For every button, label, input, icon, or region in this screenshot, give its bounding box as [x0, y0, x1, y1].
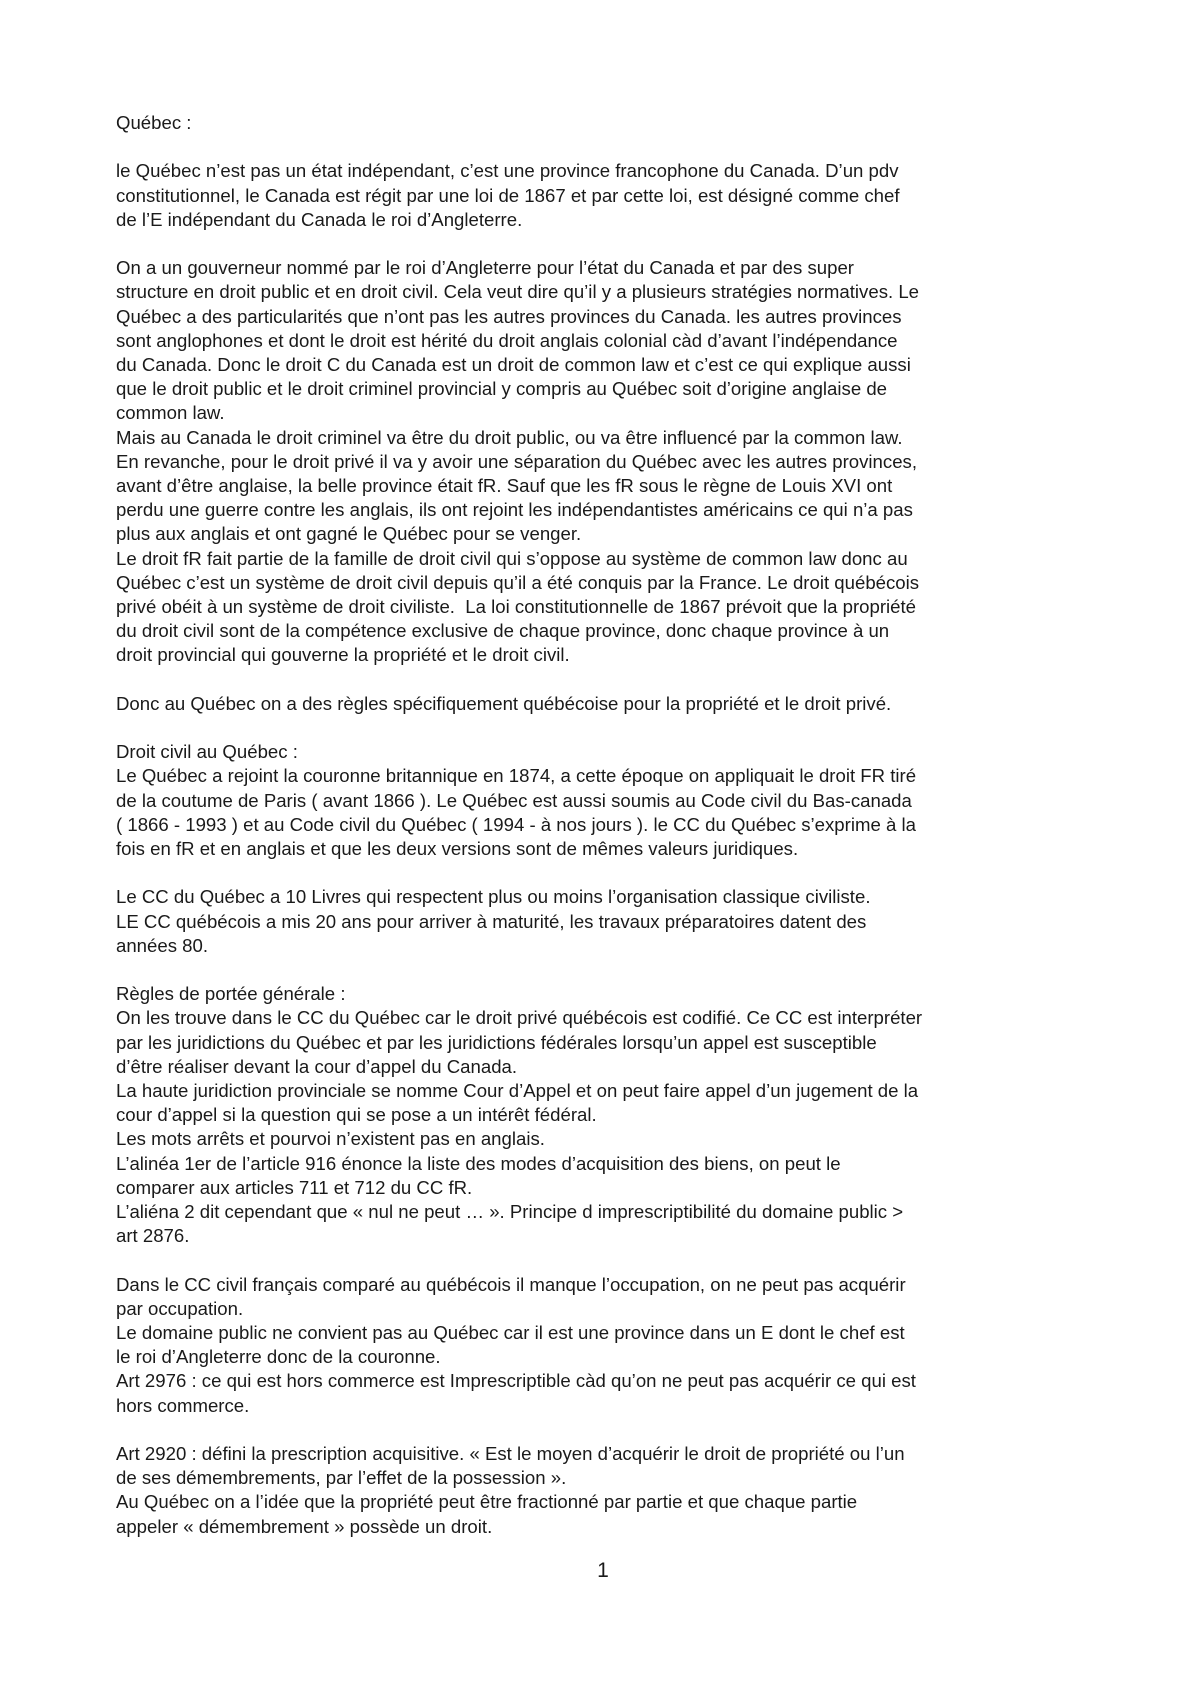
text-line: d’être réaliser devant la cour d’appel du Canada. [116, 1055, 518, 1077]
page-number: 1 [597, 1559, 609, 1582]
text-line: On les trouve dans le CC du Québec car le droit privé québécois est codifié. Ce CC est interpréter [116, 1007, 923, 1029]
text-line: sont anglophones et dont le droit est hérité du droit anglais colonial càd d’avant l’indépendance [116, 329, 898, 351]
text-line: avant d’être anglaise, la belle province était fR. Sauf que les fR sous le règne de Louis XVI ont [116, 475, 893, 497]
paragraph [116, 111, 1100, 135]
text-line: plus aux anglais et ont gagné le Québec pour se venger. [116, 523, 582, 545]
text-line: Le domaine public ne convient pas au Québec car il est une province dans un E dont le chef est [116, 1322, 905, 1344]
document-body [116, 111, 1100, 1563]
text-line: par occupation. [116, 1297, 244, 1319]
text-line: En revanche, pour le droit privé il va y avoir une séparation du Québec avec les autres provinces, [116, 450, 918, 472]
text-line: L’alinéa 1er de l’article 916 énonce la liste des modes d’acquisition des biens, on peut le [116, 1152, 841, 1174]
text-line: Art 2976 : ce qui est hors commerce est Imprescriptible càd qu’on ne peut pas acquérir ce qui est [116, 1370, 916, 1392]
text-line: le Québec n’est pas un état indépendant, c’est une province francophone du Canada. D’un pdv [116, 160, 899, 182]
text-line: du Canada. Donc le droit C du Canada est un droit de common law et c’est ce qui explique aussi [116, 354, 911, 375]
text-line: Le Québec a rejoint la couronne britannique en 1874, a cette époque on appliquait le droit FR tiré [116, 765, 917, 787]
text-line: Québec : [116, 112, 192, 133]
text-line: appeler « démembrement » possède un droit. [116, 1515, 493, 1537]
text-line: Québec c’est un système de droit civil depuis qu’il a été conquis par la France. Le droit québécois [116, 571, 920, 593]
paragraph [116, 692, 1100, 716]
text-line: Les mots arrêts et pourvoi n’existent pas en anglais. [116, 1128, 545, 1150]
paragraph [116, 256, 1100, 667]
text-line: Au Québec on a l’idée que la propriété peut être fractionné par partie et que chaque partie [116, 1491, 858, 1513]
text-line: cour d’appel si la question qui se pose a un intérêt fédéral. [116, 1104, 597, 1126]
text-line: Le droit fR fait partie de la famille de droit civil qui s’oppose au système de common law donc au [116, 547, 908, 569]
text-line: L’aliéna 2 dit cependant que « nul ne peut … ». Principe d imprescriptibilité du domaine public > [116, 1201, 904, 1223]
text-line: Donc au Québec on a des règles spécifiquement québécoise pour la propriété et le droit privé. [116, 692, 892, 714]
text-line: Mais au Canada le droit criminel va être du droit public, ou va être influencé par la common law. [116, 426, 903, 448]
paragraph [116, 1273, 1100, 1418]
text-line: comparer aux articles 711 et 712 du CC fR. [116, 1176, 473, 1198]
text-line: Droit civil au Québec : [116, 741, 298, 763]
text-line: constitutionnel, le Canada est régit par une loi de 1867 et par cette loi, est désigné comme chef [116, 184, 900, 206]
text-line: le roi d’Angleterre donc de la couronne. [116, 1346, 441, 1368]
text-line: structure en droit public et en droit civil. Cela veut dire qu’il y a plusieurs stratégies normatives. Le [116, 281, 920, 303]
text-line: perdu une guerre contre les anglais, ils ont rejoint les indépendantistes américains ce qui n’a pas [116, 499, 913, 521]
text-line: common law. [116, 402, 225, 424]
text-line: Le CC du Québec a 10 Livres qui respectent plus ou moins l’organisation classique civiliste. [116, 886, 871, 908]
text-line: Dans le CC civil français comparé au québécois il manque l’occupation, on ne peut pas acquérir [116, 1273, 906, 1295]
text-line: ( 1866 - 1993 ) et au Code civil du Québec ( 1994 - à nos jours ). le CC du Québec s’exprime à la [116, 813, 916, 835]
text-line: fois en fR et en anglais et que les deux versions sont de mêmes valeurs juridiques. [116, 838, 799, 860]
text-line: On a un gouverneur nommé par le roi d’Angleterre pour l’état du Canada et par des super [116, 257, 854, 279]
text-line: droit provincial qui gouverne la propriété et le droit civil. [116, 644, 570, 666]
text-line: que le droit public et le droit criminel provincial y compris au Québec soit d’origine anglaise de [116, 378, 888, 400]
text-line: art 2876. [116, 1225, 190, 1247]
text-line: de la coutume de Paris ( avant 1866 ). Le Québec est aussi soumis au Code civil du Bas-canada [116, 789, 912, 811]
text-line: La haute juridiction provinciale se nomme Cour d’Appel et on peut faire appel d’un jugement de la [116, 1080, 919, 1102]
text-line: Règles de portée générale : [116, 983, 346, 1005]
text-line: hors commerce. [116, 1394, 250, 1416]
text-line: années 80. [116, 934, 209, 956]
text-line: du droit civil sont de la compétence exclusive de chaque province, donc chaque province à un [116, 620, 890, 642]
paragraph [116, 1442, 1100, 1539]
paragraph [116, 885, 1100, 958]
text-line: Art 2920 : défini la prescription acquisitive. « Est le moyen d’acquérir le droit de propriété ou l’un [116, 1443, 905, 1465]
paragraph [116, 740, 1100, 861]
text-line: par les juridictions du Québec et par les juridictions fédérales lorsqu’un appel est susceptible [116, 1031, 877, 1053]
text-line: de l’E indépendant du Canada le roi d’Angleterre. [116, 208, 523, 230]
text-line: Québec a des particularités que n’ont pas les autres provinces du Canada. les autres provinces [116, 305, 902, 327]
text-line: de ses démembrements, par l’effet de la possession ». [116, 1467, 567, 1489]
paragraph [116, 982, 1100, 1248]
text-line: privé obéit à un système de droit civiliste. La loi constitutionnelle de 1867 prévoit que la propriété [116, 596, 916, 618]
text-line: LE CC québécois a mis 20 ans pour arriver à maturité, les travaux préparatoires datent des [116, 910, 867, 932]
paragraph [116, 159, 1100, 232]
